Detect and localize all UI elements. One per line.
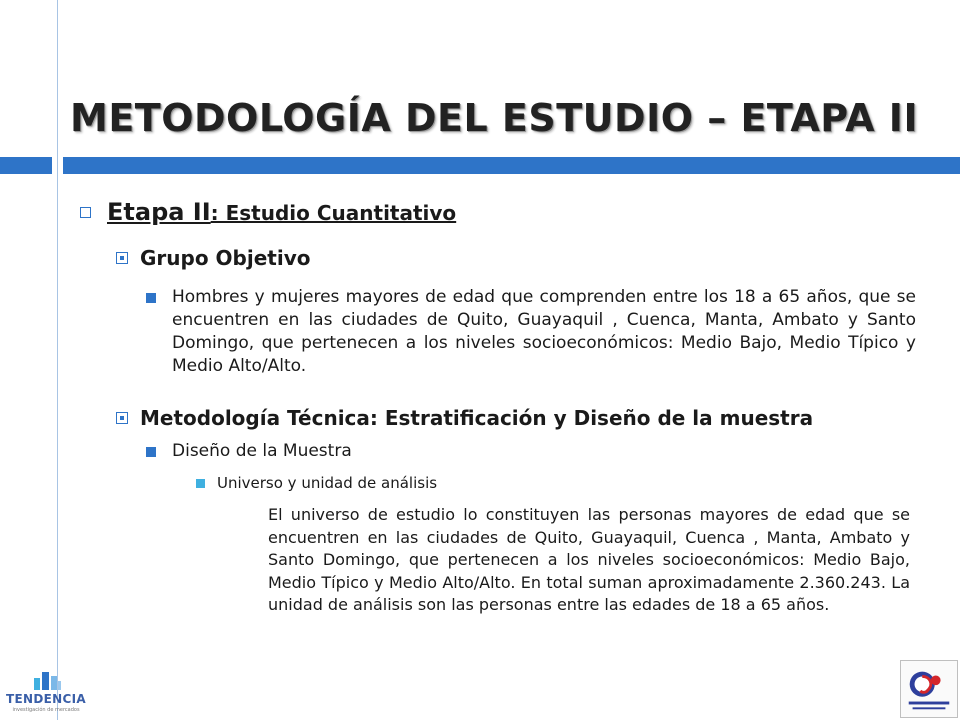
tendencia-logo <box>4 668 88 716</box>
square-bullet-icon <box>116 412 128 424</box>
small-square-bullet-icon <box>196 479 205 488</box>
filled-square-bullet-icon <box>146 293 156 303</box>
target-group-heading <box>116 246 310 270</box>
tourism-emblem-icon <box>901 661 957 717</box>
stage-heading <box>80 198 456 226</box>
sample-design-label: Diseño de la Muestra <box>172 441 352 461</box>
stage-label: Etapa II <box>107 198 211 226</box>
tourism-emblem <box>900 660 958 718</box>
sample-design-item <box>146 440 916 463</box>
universe-label: Universo y unidad de análisis <box>217 474 438 492</box>
tendencia-logo-text: TENDENCIA <box>6 692 86 706</box>
target-group-label: Grupo Objetivo <box>140 246 311 270</box>
tendencia-logo-subtitle: investigación de mercados <box>12 707 80 713</box>
universe-heading <box>196 474 437 492</box>
title-accent-bar <box>63 157 960 174</box>
methodology-label: Metodología Técnica: Estratificación y Diseño de la muestra <box>140 406 814 430</box>
stage-subtitle: : Estudio Cuantitativo <box>210 201 457 225</box>
target-group-item <box>146 286 916 378</box>
slide-title: METODOLOGÍA DEL ESTUDIO – ETAPA II <box>70 96 919 140</box>
hollow-square-bullet-icon <box>80 207 91 218</box>
building-icon <box>32 670 62 690</box>
vertical-guide-line <box>57 0 58 720</box>
target-group-text: Hombres y mujeres mayores de edad que comprenden entre los 18 a 65 años, que se encuentren en las ciudades de Quito, Guayaquil , Cuenca, Manta, Ambato y Santo Domingo, que pertenecen a los niveles socioeconómicos: Medio Bajo, Medio Típico y Medio Alto/Alto. <box>172 287 916 376</box>
title-accent-bar-left <box>0 157 52 174</box>
methodology-heading <box>116 406 813 430</box>
universe-paragraph: El universo de estudio lo constituyen las personas mayores de edad que se encuentren en las ciudades de Quito, Guayaquil, Cuenca , Manta, Ambato y Santo Domingo, que pertenecen a los niveles socioeconómicos: Medio Bajo, Medio Típico y Medio Alto/Alto. En total suman aproximadamente 2.360.243. La unidad de análisis son las personas entre las edades de 18 a 65 años. <box>268 505 910 614</box>
filled-square-bullet-icon <box>146 447 156 457</box>
square-bullet-icon <box>116 252 128 264</box>
